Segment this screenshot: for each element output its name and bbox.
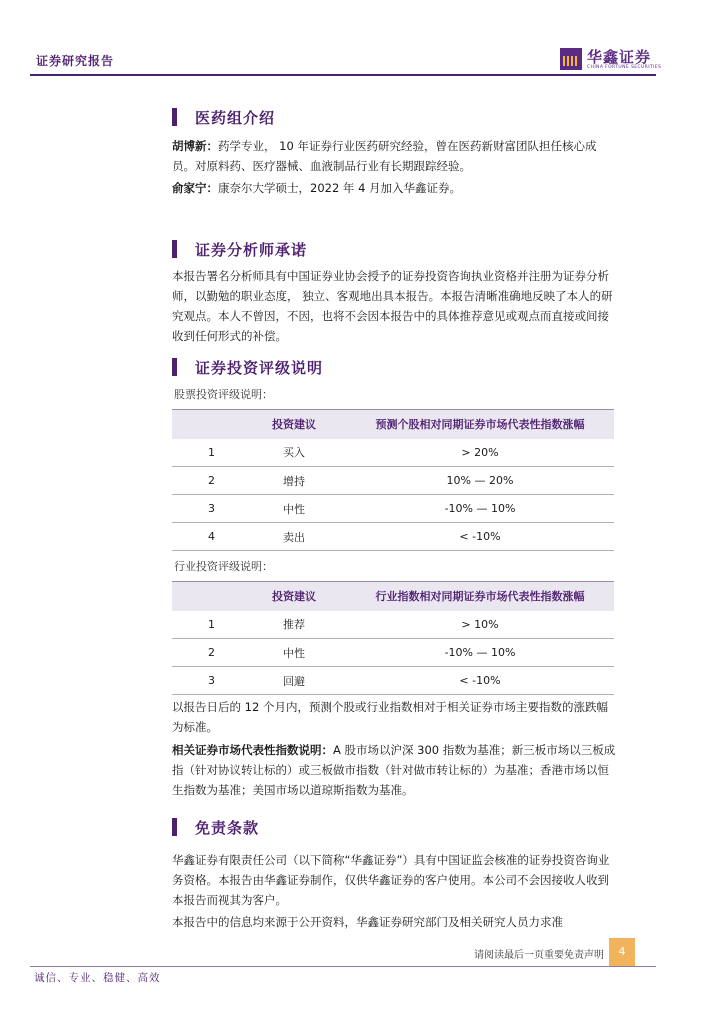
table-row — [172, 639, 614, 667]
commitment-text: 本报告署名分析师具有中国证券业协会授予的证券投资咨询执业资格并注册为证券分析师，以勤勉的职业态度， 独立、客观地出具本报告。本报告清晰准确地反映了本人的研究观点。本人不曾因，不因，也将不会因本报告中的具体推荐意见或观点而直接或间接收到任何形式的补偿。 — [172, 269, 613, 343]
report-label: 证券研究报告 — [36, 54, 115, 68]
table-cell: > 10% — [346, 611, 614, 639]
table-cell: 买入 — [242, 439, 346, 467]
table-header-cell: 行业指数相对同期证券市场代表性指数涨幅 — [346, 582, 614, 611]
table-cell: -10% — 10% — [346, 495, 614, 523]
disclaimer-paragraph-2: 本报告中的信息均来源于公开资料，华鑫证券研究部门及相关研究人员力求准 — [172, 915, 563, 929]
rating-basis-text: 以报告日后的 12 个月内，预测个股或行业指数相对于相关证券市场主要指数的涨跌幅为标准。 — [172, 700, 608, 734]
table-header-cell — [172, 582, 242, 611]
section-title-text: 免责条款 — [195, 818, 260, 837]
table-cell: 推荐 — [242, 611, 346, 639]
page-number: 4 — [609, 938, 635, 966]
member-bio-1 — [172, 136, 616, 176]
table-row — [172, 667, 614, 695]
footer-divider — [30, 966, 656, 967]
member-bio-text: 药学专业， 10 年证券行业医药研究经验，曾在医药新财富团队担任核心成员。对原料药、医疗器械、血液制品行业有长期跟踪经验。 — [172, 139, 597, 173]
table-cell: < -10% — [346, 667, 614, 695]
section-title-commitment — [172, 238, 307, 260]
table-row — [172, 523, 614, 551]
table-cell: 中性 — [242, 639, 346, 667]
section-title-text: 医药组介绍 — [195, 108, 276, 127]
section-title-team — [172, 106, 275, 128]
logo-subtitle: CHINA FORTUNE SECURITIES — [587, 65, 662, 70]
section-bar-icon — [172, 108, 177, 126]
table-header-cell: 投资建议 — [242, 582, 346, 611]
table-header-row — [172, 582, 614, 611]
table-cell: 1 — [172, 439, 242, 467]
section-bar-icon — [172, 358, 177, 376]
stock-rating-table — [172, 409, 614, 551]
table-cell: < -10% — [346, 523, 614, 551]
disclaimer-paragraph-1: 华鑫证券有限责任公司（以下简称“华鑫证券”）具有中国证监会核准的证券投资咨询业务资格。本报告由华鑫证券制作，仅供华鑫证券的客户使用。本公司不会因接收人收到本报告而视其为客户。 — [172, 853, 610, 907]
footer-disclaimer-note: 请阅读最后一页重要免责声明 — [474, 950, 604, 961]
page-header — [0, 0, 724, 80]
section-title-disclaimer — [172, 816, 259, 838]
table-row — [172, 495, 614, 523]
section-bar-icon — [172, 240, 177, 258]
table-header-cell: 投资建议 — [242, 410, 346, 439]
stock-rating-label: 股票投资评级说明： — [174, 388, 273, 401]
table-header-cell: 预测个股相对同期证券市场代表性指数涨幅 — [346, 410, 614, 439]
table-cell: 3 — [172, 495, 242, 523]
table-cell: 增持 — [242, 467, 346, 495]
member-bio-2 — [172, 178, 616, 198]
table-row — [172, 611, 614, 639]
index-note-text: A 股市场以沪深 300 指数为基准；新三板市场以三板成指（针对协议转让标的）或三板做市指数（针对做市转让标的）为基准；香港市场以恒生指数为基准；美国市场以道琼斯指数为基准。 — [172, 743, 616, 797]
section-title-text: 证券投资评级说明 — [195, 358, 324, 377]
company-motto: 诚信、专业、稳健、高效 — [34, 972, 161, 984]
section-title-text: 证券分析师承诺 — [195, 240, 308, 259]
table-cell: 回避 — [242, 667, 346, 695]
logo-icon — [560, 48, 582, 70]
company-logo — [560, 46, 660, 72]
table-row — [172, 467, 614, 495]
table-cell: -10% — 10% — [346, 639, 614, 667]
table-cell: 卖出 — [242, 523, 346, 551]
table-cell: 中性 — [242, 495, 346, 523]
industry-rating-label: 行业投资评级说明： — [174, 560, 273, 573]
member-bio-text: 康奈尔大学硕士，2022 年 4 月加入华鑫证券。 — [218, 181, 462, 195]
index-note-label: 相关证券市场代表性指数说明： — [172, 743, 333, 757]
table-cell: 2 — [172, 639, 242, 667]
table-cell: 1 — [172, 611, 242, 639]
table-header-row — [172, 410, 614, 439]
table-cell: > 20% — [346, 439, 614, 467]
section-bar-icon — [172, 818, 177, 836]
member-name: 俞家宁： — [172, 181, 218, 195]
table-header-cell — [172, 410, 242, 439]
member-name: 胡博新： — [172, 139, 218, 153]
logo-name: 华鑫证券 — [587, 48, 652, 66]
index-note — [172, 740, 616, 800]
page-footer — [0, 930, 724, 1024]
section-title-rating — [172, 356, 323, 378]
industry-rating-table — [172, 581, 614, 695]
table-cell: 10% — 20% — [346, 467, 614, 495]
table-cell: 4 — [172, 523, 242, 551]
table-row — [172, 439, 614, 467]
table-cell: 3 — [172, 667, 242, 695]
table-cell: 2 — [172, 467, 242, 495]
header-divider — [30, 74, 656, 76]
